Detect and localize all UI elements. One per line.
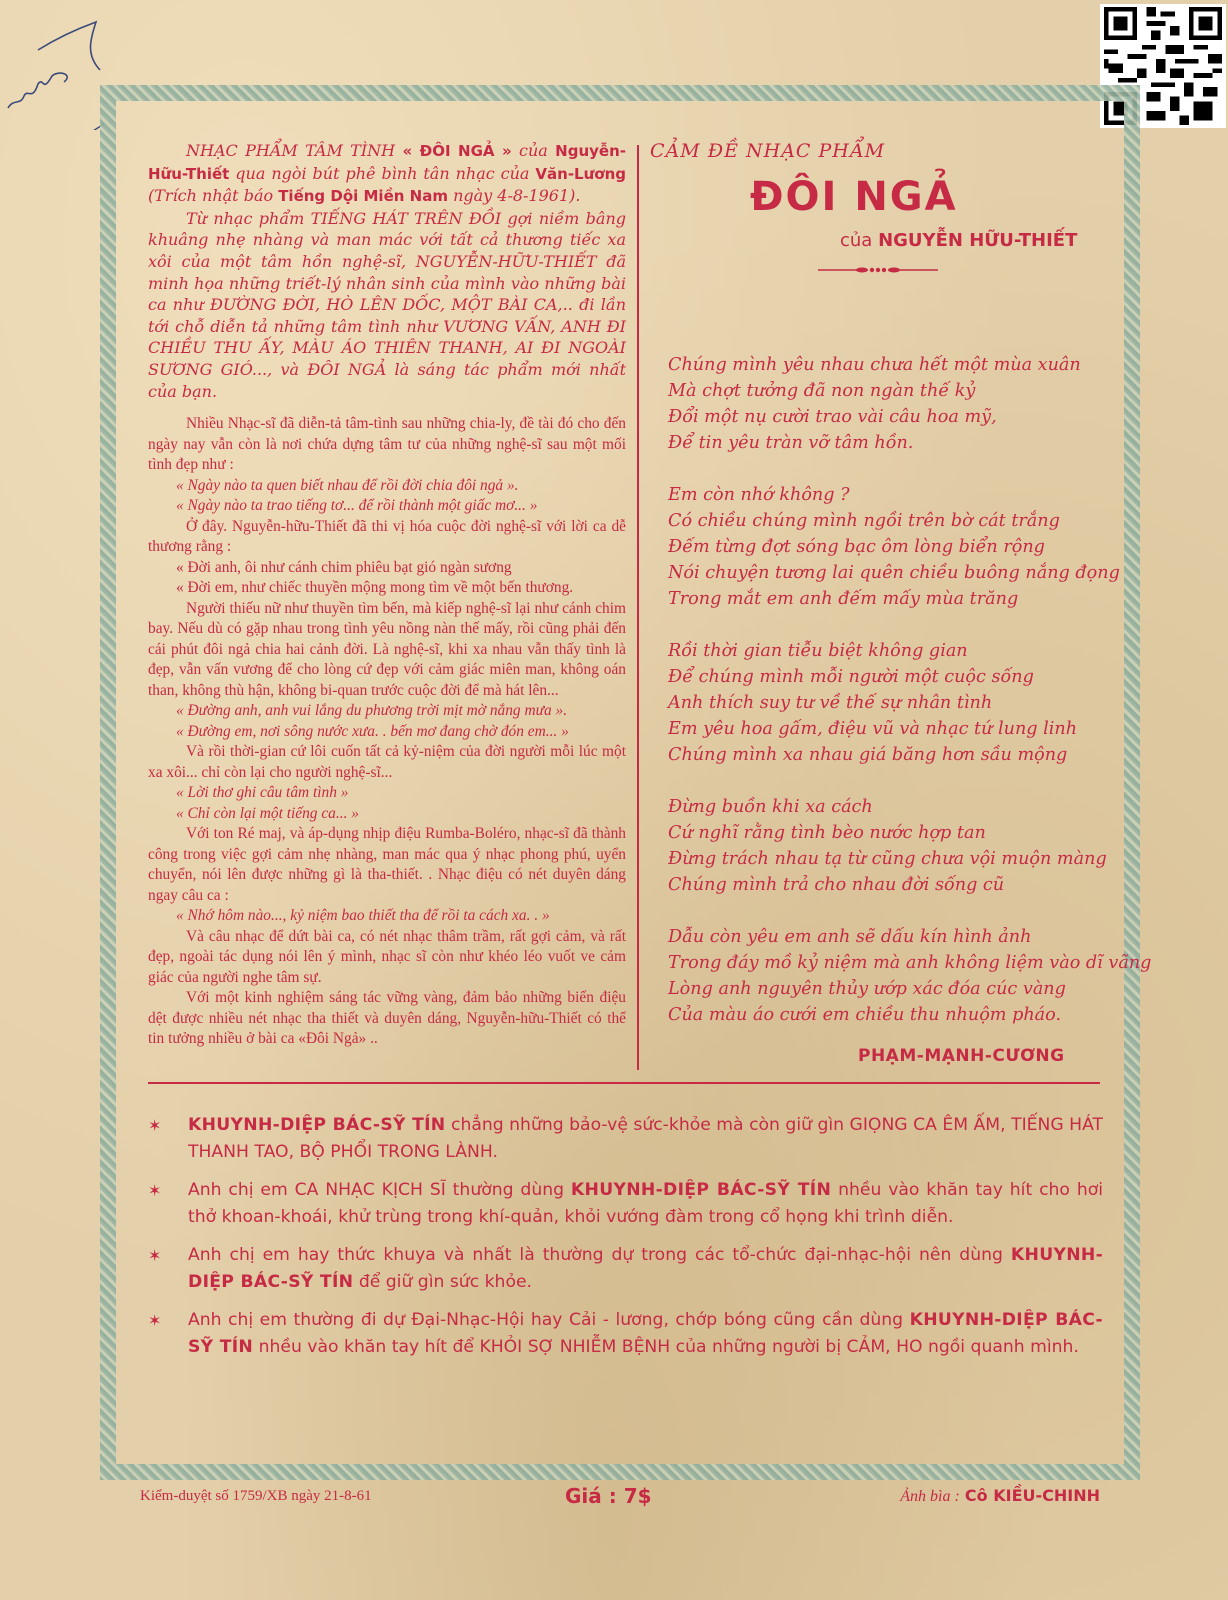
poem-line: Có chiều chúng mình ngồi trên bờ cát trắng <box>668 511 1060 531</box>
review-quote: « Đường em, nơi sông nước xưa. . bến mơ đang chờ đón em... » <box>176 722 569 740</box>
advertisement-item: ✶ Anh chị em thường đi dự Đại-Nhạc-Hội hay Cải - lương, chớp bóng cũng cần dùng KHUYNH-DIỆP BÁC-SỸ TÍN nhều vào khăn tay hít để KHỎI SỢ NHIỄM BỆNH của những người bị CẢM, HO ngồi quanh mình. <box>148 1307 1103 1361</box>
song-byline: của NGUYỄN HỮU-THIẾT <box>840 230 1078 251</box>
review-quote: « Đời anh, ôi như cánh chim phiêu bạt gió ngàn sương <box>176 558 512 576</box>
star-bullet-icon: ✶ <box>148 1311 162 1330</box>
advertisement-item: ✶ KHUYNH-DIỆP BÁC-SỸ TÍN chẳng những bảo-vệ sức-khỏe mà còn giữ gìn GIỌNG CA ÊM ẤM, TIẾNG HÁT THANH TAO, BỘ PHỔI TRONG LÀNH. <box>148 1112 1103 1166</box>
poem-line: Em còn nhớ không ? <box>668 485 850 505</box>
poem-line: Cứ nghĩ rằng tình bèo nước hợp tan <box>668 823 986 843</box>
review-quote: « Chỉ còn lại một tiếng ca... » <box>176 804 359 822</box>
review-paragraph: Ở đây. Nguyễn-hữu-Thiết đã thi vị hóa cuộc đời nghệ-sĩ với lời ca dễ thương rằng : <box>148 517 626 556</box>
review-paragraph: Nhiều Nhạc-sĩ đã diễn-tả tâm-tình sau những chia-ly, đề tài đó cho đến ngày nay vẫn còn là nơi chứa dựng tâm tư của những nghệ-sĩ sau một mối tình đẹp như : <box>148 415 626 474</box>
poem-line: Đừng trách nhau tạ từ cũng chưa vội muộn màng <box>668 849 1107 869</box>
poem-line: Trong mắt em anh đếm mấy mùa trăng <box>668 589 1019 609</box>
poem-stanza <box>668 352 1128 456</box>
star-bullet-icon: ✶ <box>148 1181 162 1200</box>
poem-line: Để tin yêu tràn vỡ tâm hồn. <box>668 433 914 453</box>
poem-line: Rồi thời gian tiễu biệt không gian <box>668 641 968 661</box>
brand-name: KHUYNH-DIỆP BÁC-SỸ TÍN <box>188 1115 446 1135</box>
song-title-inline: « ĐÔI NGẢ » <box>402 142 512 160</box>
poem-line: Chúng mình yêu nhau chưa hết một mùa xuân <box>668 355 1081 375</box>
review-paragraph: Người thiếu nữ như thuyền tìm bến, mà kiếp nghệ-sĩ lại như cánh chim bay. Nếu dù có gặp nhau trong tình yêu nồng nàn thế mấy, rồi cũng phải đến cái phút đôi ngả chia hai cảnh đời. Là nghệ-sĩ, khi xa nhau vẫn thấy tình là đẹp, vẫn vấn vương để cho lòng cứ đẹp với cảm giác miên man, không oán than, không thù hận, không bi-quan trước cuộc đời để mà hát lên... <box>148 599 626 699</box>
poem-line: Mà chợt tưởng đã non ngàn thế kỷ <box>668 381 976 401</box>
column-divider <box>637 145 639 1070</box>
review-intro: NHẠC PHẨM TÂM TÌNH « ĐÔI NGẢ » của Nguyễn-Hữu-Thiết qua ngòi bút phê bình tân nhạc của Văn-Lương (Trích nhật báo Tiếng Dội Miền Nam ngày 4-8-1961). <box>148 141 626 206</box>
critic-name: Văn-Lương <box>535 164 626 183</box>
censorship-number: Kiểm-duyệt số 1759/XB ngày 21-8-61 <box>140 1488 372 1504</box>
poem-body <box>668 352 1152 1054</box>
review-paragraph: Với ton Ré maj, và áp-dụng nhịp điệu Rumba-Boléro, nhạc-sĩ đã thành công trong việc gợi cảm nhẹ nhàng, man mác qua ý nhạc phong phú, uyển chuyển, nói lên được những gì là tha-thiết. . Nhạc điệu có nét duyên dáng ngay câu ca : <box>148 825 626 904</box>
poem-line: Để chúng mình mỗi người một cuộc sống <box>668 667 1034 687</box>
brand-name: KHUYNH-DIỆP BÁC-SỸ TÍN <box>188 1310 1103 1357</box>
poem-line: Trong đáy mồ kỷ niệm mà anh không liệm vào dĩ vãng <box>668 953 1152 973</box>
star-bullet-icon: ✶ <box>148 1116 162 1135</box>
poem-line: Đếm từng đợt sóng bạc ôm lòng biển rộng <box>668 537 1045 557</box>
poem-line: Đổi một nụ cười trao vài câu hoa mỹ, <box>668 407 997 427</box>
review-intro-paragraph: Từ nhạc phẩm TIẾNG HÁT TRÊN ĐỒI gợi niềm bâng khuâng nhẹ nhàng và man mác với tất cả thương tiếc xa xôi của một tâm hồn nghệ-sĩ, NGUYỄN-HỮU-THIẾT đã minh họa những triết-lý nhân sinh của mình vào những bài ca như ĐƯỜNG ĐỜI, HÒ LÊN DỐC, MỘT BÀI CA,.. đi lần tới chỗ diễn tả những tâm tình như VƯƠNG VẤN, ANH ĐI CHIỀU THU ẤY, MÀU ÁO THIÊN THANH, AI ĐI NGOÀI SƯƠNG GIÓ..., và ĐÔI NGẢ là sáng tác phẩm mới nhất của bạn. <box>148 208 626 401</box>
advertisement-item: ✶ Anh chị em hay thức khuya và nhất là thường dự trong các tổ-chức đại-nhạc-hội nên dùng KHUYNH-DIỆP BÁC-SỸ TÍN để giữ gìn sức khỏe. <box>148 1242 1103 1296</box>
review-body <box>148 414 626 1050</box>
poem-stanza <box>668 638 1128 768</box>
song-title: ĐÔI NGẢ <box>750 174 958 220</box>
poem-header <box>650 140 1120 279</box>
poem-stanza <box>668 482 1128 612</box>
poem-stanza <box>668 924 1152 1028</box>
section-divider <box>148 1082 1100 1084</box>
poem-line: Đừng buồn khi xa cách <box>668 797 873 817</box>
price-label: Giá : 7$ <box>565 1484 652 1508</box>
review-quote: « Đời em, như chiếc thuyền mộng mong tìm về một bến thương. <box>176 579 574 597</box>
brand-name: KHUYNH-DIỆP BÁC-SỸ TÍN <box>188 1245 1103 1292</box>
poem-line: Chúng mình xa nhau giá băng hơn sầu mộng <box>668 745 1068 765</box>
review-paragraph: Với một kinh nghiệm sáng tác vững vàng, đảm bảo những biến điệu dệt được nhiều nét nhạc tha thiết và duyên dáng, Nguyễn-hữu-Thiết có thể tin tưởng nhiều ở bài ca «Đôi Ngả» .. <box>148 989 626 1048</box>
ornament-divider-icon <box>818 265 938 275</box>
poet-signature: PHẠM-MẠNH-CƯƠNG <box>858 1046 1065 1066</box>
star-bullet-icon: ✶ <box>148 1246 162 1265</box>
poem-line: Anh thích suy tư về thế sự nhân tình <box>668 693 993 713</box>
poem-heading: CẢM ĐỀ NHẠC PHẨM <box>650 140 886 162</box>
poem-line: Nói chuyện tương lai quên chiều buông nắng đọng <box>668 563 1120 583</box>
advertisement-item: ✶ Anh chị em CA NHẠC KỊCH SĨ thường dùng KHUYNH-DIỆP BÁC-SỸ TÍN nhều vào khăn tay hít cho hơi thở khoan-khoái, khử trùng trong khí-quản, khỏi vướng đàm trong cổ họng khi trình diễn. <box>148 1177 1103 1231</box>
review-quote: « Nhớ hôm nào..., kỷ niệm bao thiết tha để rồi ta cách xa. . » <box>176 907 550 925</box>
review-column <box>148 140 626 1050</box>
handwritten-annotation-icon <box>4 10 104 130</box>
review-quote: « Ngày nào ta trao tiếng tơ... để rồi thành một giấc mơ... » <box>176 497 538 515</box>
review-paragraph: Và rồi thời-gian cứ lôi cuốn tất cả kỷ-niệm của đời người mỗi lúc một xa xôi... chỉ còn lại cho người nghệ-sĩ... <box>148 743 626 781</box>
cover-photo-credit: Ảnh bìa : Cô KIỀU-CHINH <box>900 1486 1100 1505</box>
poem-line: Lòng anh nguyên thủy ướp xác đóa cúc vàng <box>668 979 1066 999</box>
poem-stanza <box>668 794 1128 898</box>
poem-line: Của màu áo cưới em chiều thu nhuộm pháo. <box>668 1005 1062 1025</box>
poem-line: Chúng mình trả cho nhau đời sống cũ <box>668 875 1005 895</box>
composer-name: NGUYỄN HỮU-THIẾT <box>878 230 1078 251</box>
review-quote: « Lời thơ ghi câu tâm tình » <box>176 784 349 802</box>
cover-model-name: Cô KIỀU-CHINH <box>964 1486 1100 1505</box>
review-quote: « Đường anh, anh vui lắng du phương trời mịt mờ nắng mưa ». <box>176 702 568 720</box>
newspaper-name: Tiếng Dội Miền Nam <box>278 187 448 206</box>
poem-line: Em yêu hoa gấm, điệu vũ và nhạc tứ lung linh <box>668 719 1078 739</box>
composer-name: Nguyễn-Hữu-Thiết <box>148 142 626 183</box>
poem-line: Dẫu còn yêu em anh sẽ dấu kín hình ảnh <box>668 927 1032 947</box>
review-paragraph: Và câu nhạc để dứt bài ca, có nét nhạc thâm trầm, rất gợi cảm, và rất đẹp, ngoài tác dụng nói lên ý mình, nhạc sĩ còn như khéo léo vuốt ve cảm giác của người nghe tâm sự. <box>148 927 626 986</box>
footer <box>140 1484 1100 1510</box>
advertisement-section <box>148 1112 1103 1372</box>
review-quote: « Ngày nào ta quen biết nhau để rồi đời chia đôi ngả ». <box>176 476 519 494</box>
brand-name: KHUYNH-DIỆP BÁC-SỸ TÍN <box>570 1180 832 1200</box>
